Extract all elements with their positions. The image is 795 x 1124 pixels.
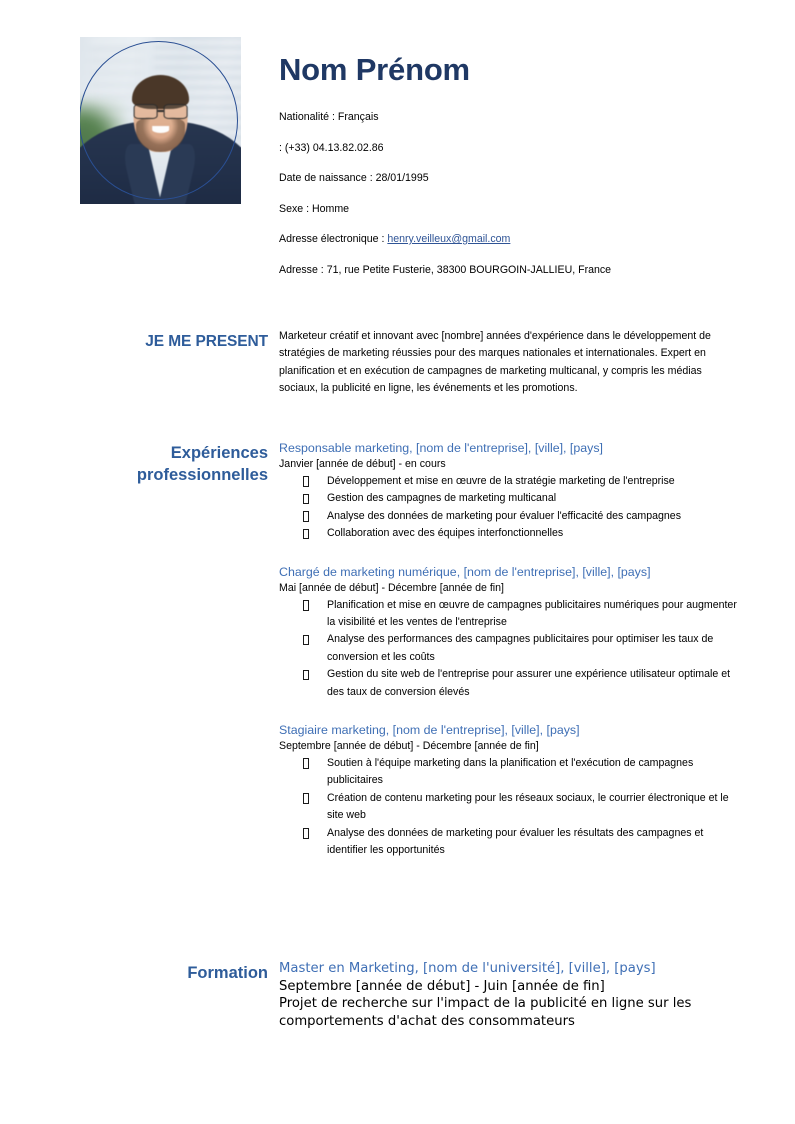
contact-birthdate: Date de naissance : 28/01/1995 [279,172,429,184]
job-bullet [279,631,739,666]
experience-entry [279,722,739,859]
job-bullet-text: Gestion du site web de l'entreprise pour assurer une expérience utilisateur optimale et des taux de conversion élevés [327,668,731,698]
job-dates: Janvier [année de début] - en cours [279,458,446,470]
contact-address: Adresse : 71, rue Petite Fusterie, 38300 BOURGOIN-JALLIEU, France [279,263,612,276]
experience-entry [279,440,739,543]
job-bullet-text: Planification et mise en œuvre de campagnes publicitaires numériques pour augmenter la visibilité et les ventes de l'entreprise [327,598,737,629]
bullet-marker-icon [303,511,309,522]
section-about-heading: JE ME PRESENT [145,333,268,350]
education-description: Projet de recherche sur l'impact de la publicité en ligne sur les comportements d'achat des consommateurs [279,996,692,1029]
section-experience-heading-line1: Expériences [170,444,268,462]
job-dates: Mai [année de début] - Décembre [année de fin] [279,581,504,594]
job-bullet [279,666,739,701]
job-title: Responsable marketing, [nom de l'entreprise], [ville], [pays] [279,441,603,455]
profile-photo [80,37,241,204]
contact-details [279,111,749,294]
contact-gender: Sexe : Homme [279,202,350,215]
job-bullet-text: Soutien à l'équipe marketing dans la planification et l'exécution de campagnes publicitaires [327,757,694,787]
contact-nationality: Nationalité : Français [279,111,379,123]
job-bullet-list [279,597,739,701]
job-bullet-text: Analyse des données de marketing pour évaluer les résultats des campagnes et identifier les opportunités [327,826,704,857]
job-bullet [279,790,739,825]
education-title: Master en Marketing, [nom de l'université], [ville], [pays] [279,961,656,976]
job-bullet-list [279,473,739,543]
section-about-body [279,328,739,398]
job-bullet-text: Collaboration avec des équipes interfonctionnelles [327,527,564,540]
job-bullet-text: Gestion des campagnes de marketing multicanal [327,492,557,505]
job-bullet-text: Analyse des données de marketing pour évaluer l'efficacité des campagnes [327,509,681,522]
job-title: Stagiaire marketing, [nom de l'entreprise], [ville], [pays] [279,723,580,738]
bullet-marker-icon [303,494,309,505]
job-bullet [279,508,739,525]
job-bullet-text: Développement et mise en œuvre de la stratégie marketing de l'entreprise [327,475,675,487]
bullet-marker-icon [303,793,309,804]
section-experience-heading-line2: professionnelles [136,465,268,484]
bullet-marker-icon [303,476,309,487]
job-bullet [279,490,739,507]
section-experience-body [279,440,739,860]
job-title: Chargé de marketing numérique, [nom de l'entreprise], [ville], [pays] [279,564,651,579]
about-paragraph: Marketeur créatif et innovant avec [nombre] années d'expérience dans le développement de stratégies de marketing réussies pour des marques nationales et internationales. Expert en planification et en exécution de campagnes de marketing multicanal, y compris les médias sociaux, la publicité en ligne, les événements et les promotions. [279,330,711,395]
experience-entry [279,564,739,701]
job-bullet-text: Analyse des performances des campagnes publicitaires pour optimiser les taux de conversion et les coûts [327,633,714,663]
email-link[interactable]: henry.veilleux@gmail.com [387,233,511,245]
job-bullet [279,755,739,790]
bullet-marker-icon [303,828,309,839]
profile-photo-image [80,37,241,204]
section-education-body [279,960,739,1030]
job-bullet [279,473,739,490]
cv-header [0,0,795,300]
contact-email-label: Adresse électronique : [279,233,388,245]
job-bullet [279,525,739,542]
bullet-marker-icon [303,758,309,769]
bullet-marker-icon [303,529,309,540]
bullet-marker-icon [303,600,309,611]
section-experience-heading [60,443,268,486]
contact-email [279,233,749,246]
section-education-heading: Formation [187,964,268,982]
job-bullet-list [279,755,739,859]
contact-phone: : (+33) 04.13.82.02.86 [279,141,384,154]
education-dates: Septembre [année de début] - Juin [année de fin] [279,978,605,994]
job-bullet-text: Création de contenu marketing pour les réseaux sociaux, le courrier électronique et le site web [327,791,729,822]
page-title: Nom Prénom [279,52,470,87]
job-bullet [279,825,739,860]
job-bullet [279,597,739,632]
bullet-marker-icon [303,670,309,681]
bullet-marker-icon [303,635,309,646]
job-dates: Septembre [année de début] - Décembre [année de fin] [279,740,539,753]
photo-blur-overlay [80,37,241,204]
